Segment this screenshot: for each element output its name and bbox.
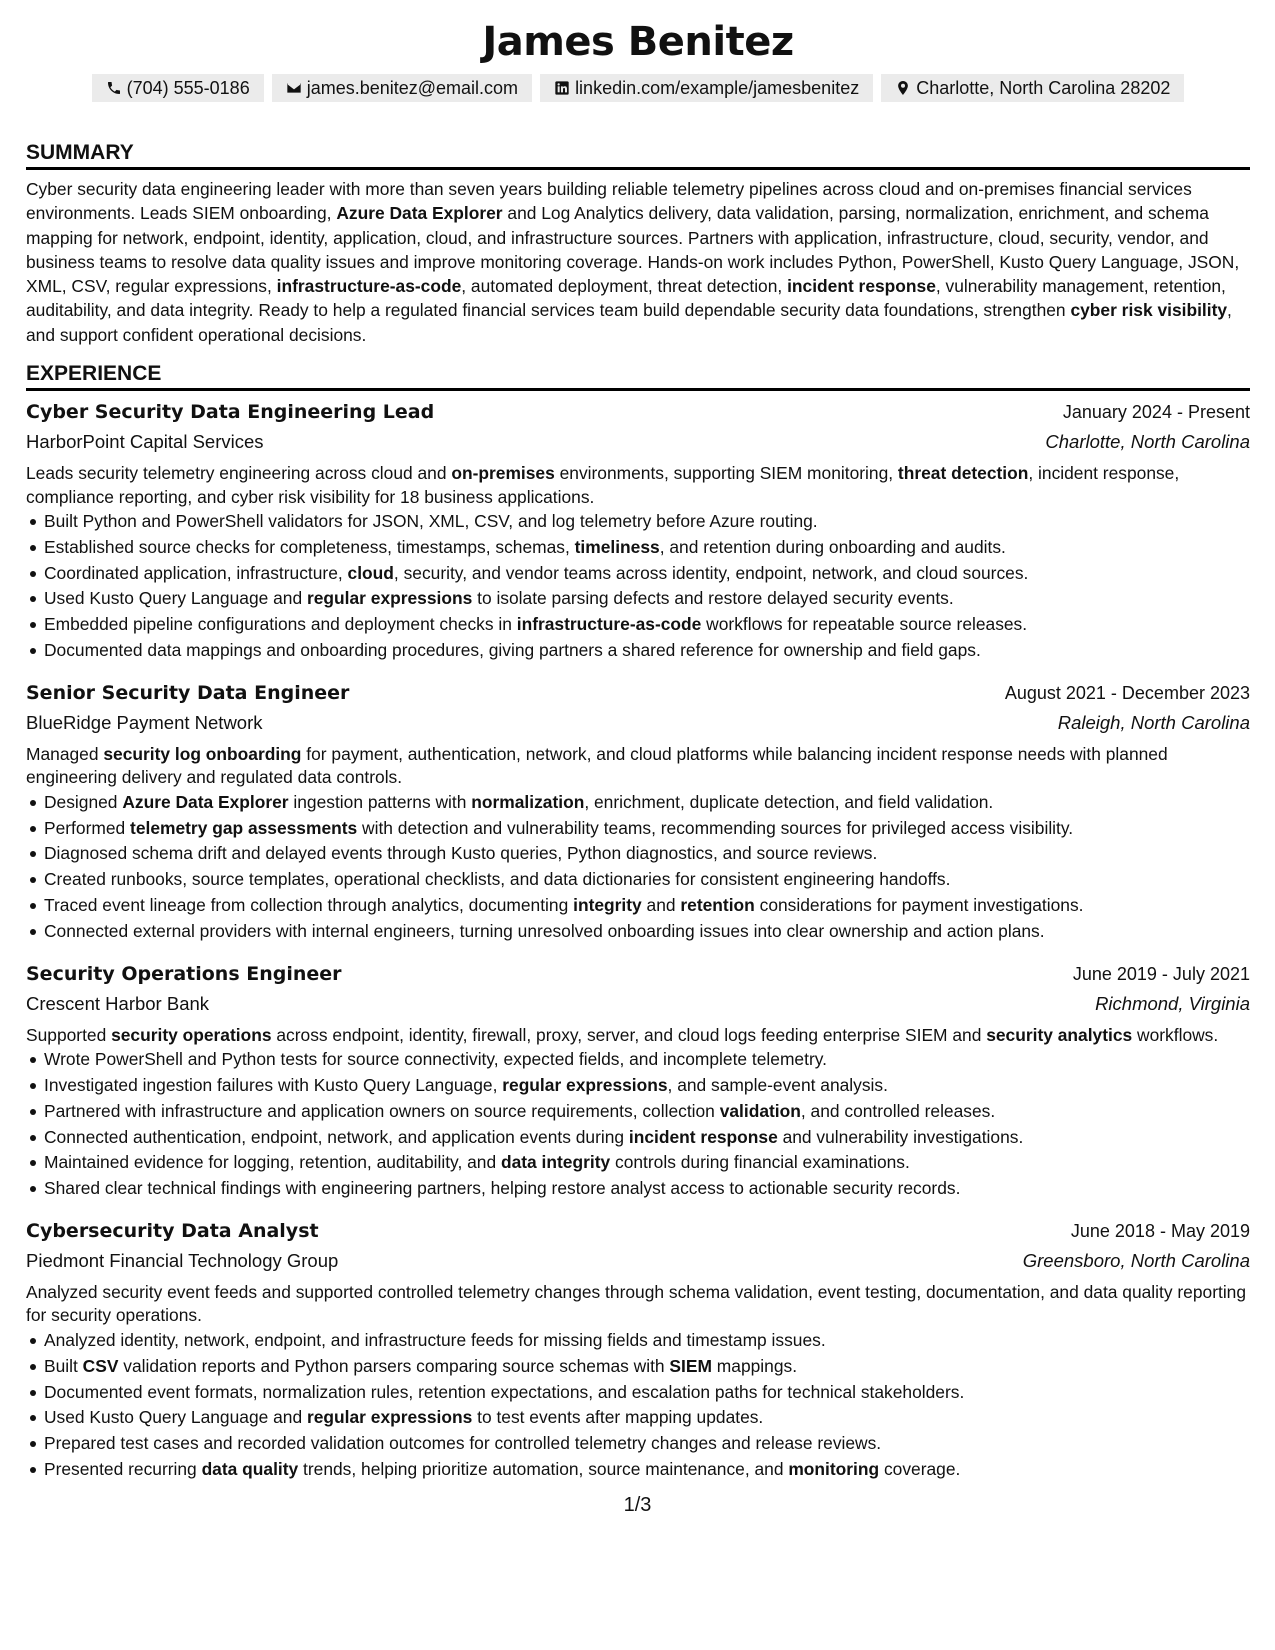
job-description: Leads security telemetry engineering across cloud and on-premises environments, supporting SIEM monitoring, threat detection, incident response, compliance reporting, and cyber risk visibility for 18 business applications. (26, 463, 1180, 507)
job-description: Analyzed security event feeds and supported controlled telemetry changes through schema validation, event testing, documentation, and data quality reporting for security operations. (26, 1281, 1247, 1326)
job-subheader-row (26, 708, 1250, 738)
bullet-item: Performed telemetry gap assessments with detection and vulnerability teams, recommending sources for privileged access visibility. (44, 816, 1250, 842)
job-title: Senior Security Data Engineer (26, 681, 350, 704)
job-entry (26, 959, 1250, 1202)
job-location: Raleigh, North Carolina (1057, 711, 1250, 733)
bullet-item: Investigated ingestion failures with Kusto Query Language, regular expressions, and sample-event analysis. (44, 1073, 1250, 1099)
bullet-item: Analyzed identity, network, endpoint, and infrastructure feeds for missing fields and timestamp issues. (44, 1328, 1250, 1354)
contact-location-text: Charlotte, North Carolina 28202 (916, 78, 1171, 98)
bold-keyword: threat detection (897, 463, 1029, 484)
bullet-item: Built Python and PowerShell validators for JSON, XML, CSV, and log telemetry before Azure routing. (44, 509, 1250, 535)
linkedin-icon (554, 80, 570, 96)
candidate-name: James Benitez (482, 19, 794, 65)
experience-heading: EXPERIENCE (26, 361, 1250, 391)
bold-keyword: on-premises (451, 463, 555, 484)
bold-keyword: Azure Data Explorer (336, 203, 503, 224)
summary-text: Cyber security data engineering leader with more than seven years building reliable telemetry pipelines across cloud and on-premises financial services environments. Leads SIEM onboarding, Azure Data Explorer and Log Analytics delivery, data validation, parsing, normalization, enrichment, and schema mapping for network, endpoint, identity, application, cloud, and infrastructure sources. Partners with application, infrastructure, cloud, security, vendor, and business teams to resolve data quality issues and improve monitoring coverage. Hands-on work includes Python, PowerShell, Kusto Query Language, JSON, XML, CSV, regular expressions, infrastructure-as-code, automated deployment, threat detection, incident response, vulnerability management, retention, auditability, and data integrity. Ready to help a regulated financial services team build dependable security data foundations, strengthen cyber risk visibility, and support confident operational decisions. (26, 179, 1240, 345)
job-subheader-row (26, 989, 1250, 1019)
company-name: Crescent Harbor Bank (26, 992, 210, 1014)
job-location: Greensboro, North Carolina (1022, 1249, 1250, 1271)
bullet-item: Built CSV validation reports and Python parsers comparing source schemas with SIEM mappings. (44, 1354, 1250, 1380)
bullet-item: Used Kusto Query Language and regular expressions to test events after mapping updates. (44, 1405, 1250, 1431)
resume-page (26, 18, 1250, 1483)
bold-keyword: cyber risk visibility (1070, 300, 1228, 321)
job-subheader-row (26, 1246, 1250, 1276)
job-entry (26, 678, 1250, 945)
job-bullets (26, 790, 1250, 945)
bullet-item: Documented data mappings and onboarding procedures, giving partners a shared reference for ownership and field gaps. (44, 638, 1250, 664)
job-bullets (26, 1047, 1250, 1202)
bold-keyword: data integrity (500, 1152, 611, 1173)
envelope-icon (286, 80, 302, 96)
job-location: Charlotte, North Carolina (1045, 431, 1250, 453)
job-header-row (26, 959, 1250, 989)
bullet-item: Traced event lineage from collection through analytics, documenting integrity and retention considerations for payment investigations. (44, 893, 1250, 919)
job-dates: June 2019 - July 2021 (1072, 963, 1250, 984)
job-entry (26, 397, 1250, 664)
bold-keyword: cloud (347, 562, 394, 583)
bullet-item: Used Kusto Query Language and regular expressions to isolate parsing defects and restore delayed security events. (44, 586, 1250, 612)
bold-keyword: normalization (471, 791, 585, 812)
bold-keyword: security operations (111, 1024, 272, 1045)
contact-linkedin[interactable] (540, 74, 873, 102)
bold-keyword: integrity (573, 895, 642, 916)
bullet-item: Connected authentication, endpoint, network, and application events during incident response and vulnerability investigations. (44, 1125, 1250, 1151)
job-entry (26, 1216, 1250, 1483)
job-description: Supported security operations across endpoint, identity, firewall, proxy, server, and cloud logs feeding enterprise SIEM and security analytics workflows. (26, 1024, 1219, 1045)
job-dates: January 2024 - Present (1062, 402, 1250, 423)
bold-keyword: security analytics (986, 1024, 1133, 1045)
contact-email[interactable] (272, 74, 532, 102)
bullet-item: Shared clear technical findings with engineering partners, helping restore analyst access to actionable security records. (44, 1176, 1250, 1202)
bold-keyword: data quality (201, 1458, 299, 1479)
job-location: Richmond, Virginia (1095, 992, 1250, 1014)
job-description: Managed security log onboarding for payment, authentication, network, and cloud platforms while balancing incident response needs with planned engineering delivery and regulated data controls. (26, 743, 1168, 788)
bold-keyword: timeliness (574, 536, 660, 557)
company-name: BlueRidge Payment Network (26, 711, 263, 733)
bold-keyword: SIEM (669, 1355, 712, 1376)
bullet-item: Wrote PowerShell and Python tests for source connectivity, expected fields, and incomplete telemetry. (44, 1047, 1250, 1073)
bold-keyword: regular expressions (306, 588, 473, 609)
contact-bar (26, 74, 1250, 102)
bullet-item: Coordinated application, infrastructure, cloud, security, and vendor teams across identity, endpoint, network, and cloud sources. (44, 561, 1250, 587)
job-title: Cybersecurity Data Analyst (26, 1219, 319, 1242)
contact-linkedin-text: linkedin.com/example/jamesbenitez (575, 78, 860, 98)
company-name: Piedmont Financial Technology Group (26, 1249, 339, 1271)
bold-keyword: security log onboarding (103, 743, 302, 764)
bold-keyword: infrastructure-as-code (516, 614, 702, 635)
bold-keyword: incident response (628, 1126, 778, 1147)
job-subheader-row (26, 427, 1250, 457)
bold-keyword: regular expressions (306, 1407, 473, 1428)
job-header-row (26, 397, 1250, 427)
bold-keyword: telemetry gap assessments (130, 817, 358, 838)
job-bullets (26, 1328, 1250, 1483)
bold-keyword: Azure Data Explorer (122, 791, 289, 812)
job-dates: June 2018 - May 2019 (1070, 1220, 1250, 1241)
job-title: Cyber Security Data Engineering Lead (26, 401, 435, 424)
experience-list (26, 397, 1250, 1483)
bullet-item: Maintained evidence for logging, retention, auditability, and data integrity controls during financial examinations. (44, 1150, 1250, 1176)
job-header-row (26, 1216, 1250, 1246)
bold-keyword: infrastructure-as-code (276, 276, 462, 297)
bold-keyword: incident response (787, 276, 936, 297)
bold-keyword: regular expressions (502, 1074, 668, 1095)
map-pin-icon (895, 80, 911, 96)
bullet-item: Partnered with infrastructure and application owners on source requirements, collection validation, and controlled releases. (44, 1099, 1250, 1125)
bullet-item: Connected external providers with internal engineers, turning unresolved onboarding issues into clear ownership and action plans. (44, 919, 1250, 945)
bullet-item: Presented recurring data quality trends, helping prioritize automation, source maintenance, and monitoring coverage. (44, 1457, 1250, 1483)
job-bullets (26, 509, 1250, 664)
bold-keyword: monitoring (788, 1458, 880, 1479)
bullet-item: Designed Azure Data Explorer ingestion patterns with normalization, enrichment, duplicate detection, and field validation. (44, 790, 1250, 816)
contact-location (881, 74, 1184, 102)
contact-phone[interactable] (92, 74, 264, 102)
bullet-item: Established source checks for completeness, timestamps, schemas, timeliness, and retention during onboarding and audits. (44, 535, 1250, 561)
bullet-item: Diagnosed schema drift and delayed events through Kusto queries, Python diagnostics, and source reviews. (44, 841, 1250, 867)
bullet-item: Embedded pipeline configurations and deployment checks in infrastructure-as-code workflows for repeatable source releases. (44, 612, 1250, 638)
bullet-item: Documented event formats, normalization rules, retention expectations, and escalation paths for technical stakeholders. (44, 1380, 1250, 1406)
bullet-item: Prepared test cases and recorded validation outcomes for controlled telemetry changes and release reviews. (44, 1431, 1250, 1457)
contact-phone-text: (704) 555-0186 (126, 78, 250, 98)
job-dates: August 2021 - December 2023 (1004, 682, 1250, 703)
bold-keyword: validation (719, 1100, 801, 1121)
phone-icon (106, 80, 122, 96)
contact-email-text: james.benitez@email.com (306, 78, 519, 98)
page-indicator: 1/3 (623, 1494, 652, 1516)
bold-keyword: CSV (82, 1355, 119, 1376)
summary-heading: SUMMARY (26, 140, 1250, 170)
job-header-row (26, 678, 1250, 708)
company-name: HarborPoint Capital Services (26, 431, 264, 453)
bold-keyword: retention (680, 895, 755, 916)
bullet-item: Created runbooks, source templates, operational checklists, and data dictionaries for consistent engineering handoffs. (44, 867, 1250, 893)
job-title: Security Operations Engineer (26, 962, 342, 985)
